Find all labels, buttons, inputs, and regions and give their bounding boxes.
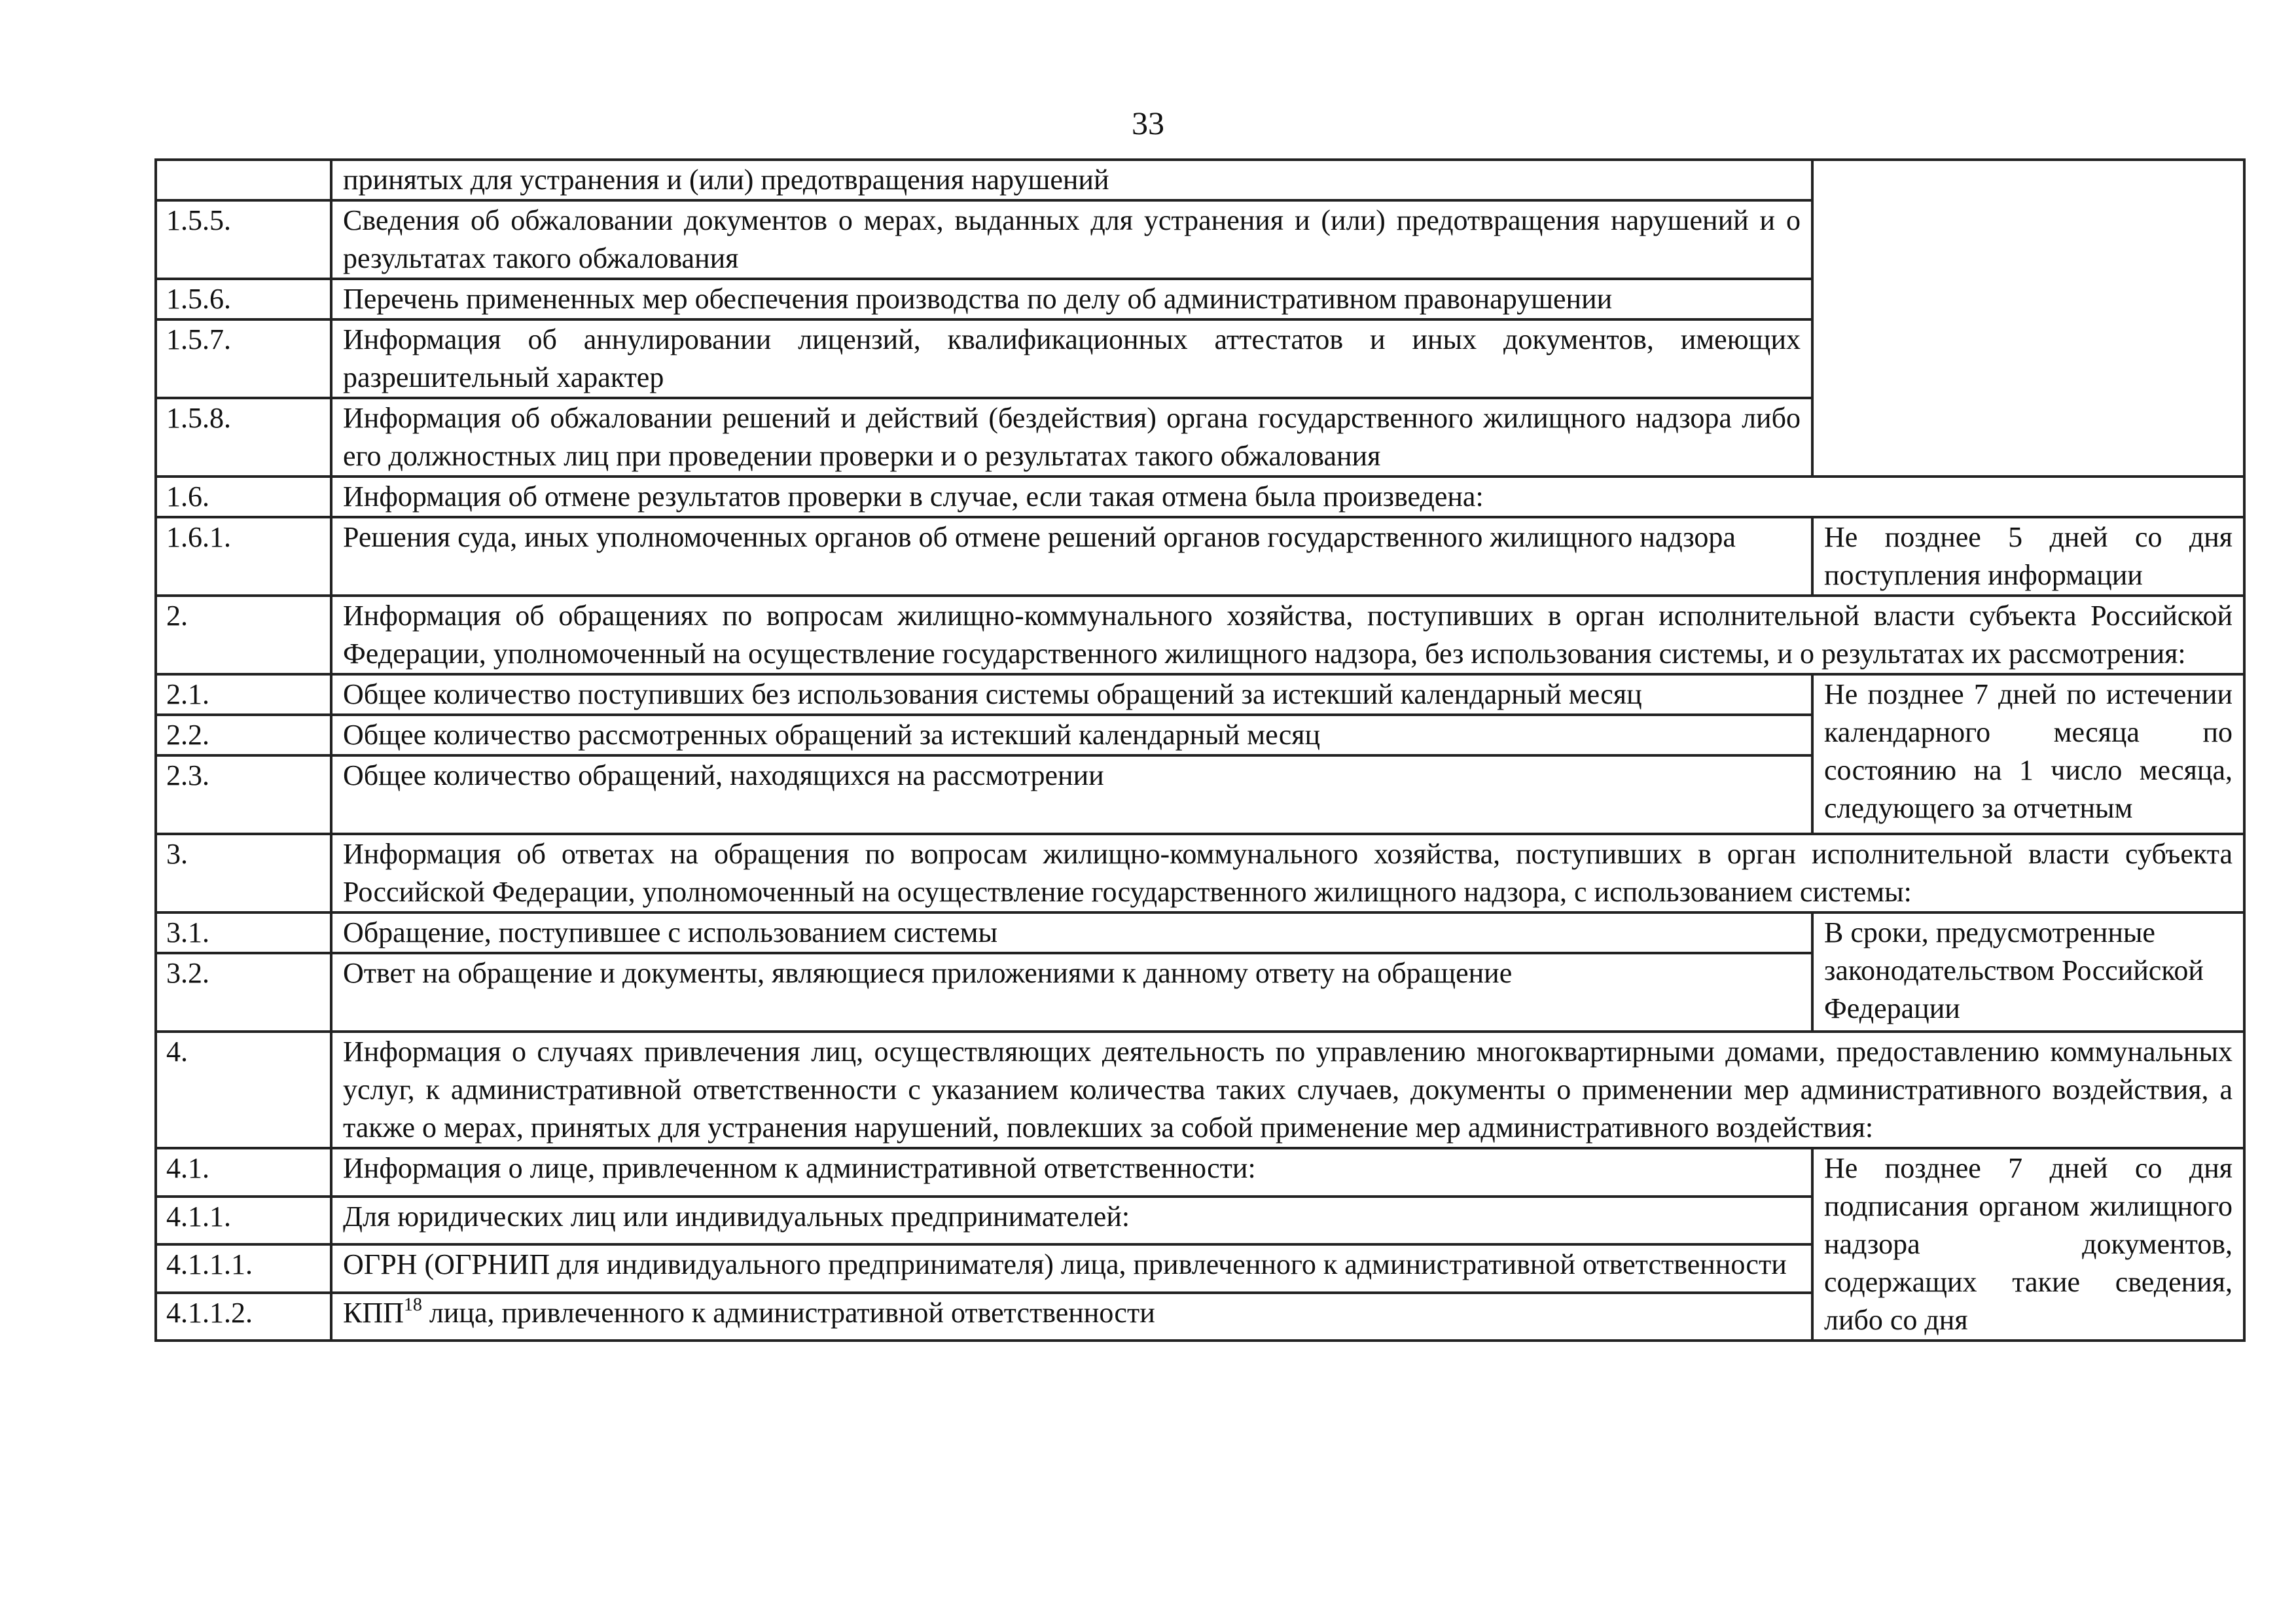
item-number: 3.2. bbox=[156, 953, 331, 1032]
item-description: Сведения об обжаловании документов о мерах, выданных для устранения и (или) предотвращения нарушений и о результатах такого обжалования bbox=[331, 200, 1812, 279]
item-description: принятых для устранения и (или) предотвращения нарушений bbox=[331, 160, 1812, 200]
item-description: Для юридических лиц или индивидуальных предпринимателей: bbox=[331, 1197, 1812, 1245]
item-number: 1.5.8. bbox=[156, 398, 331, 477]
item-description: Общее количество обращений, находящихся на рассмотрении bbox=[331, 755, 1812, 834]
item-number: 4.1.1.1. bbox=[156, 1244, 331, 1293]
kpp-label: КПП bbox=[343, 1296, 404, 1329]
item-number: 1.6.1. bbox=[156, 517, 331, 596]
item-number: 1.6. bbox=[156, 477, 331, 517]
item-number: 4.1.1. bbox=[156, 1197, 331, 1245]
item-number: 1.5.5. bbox=[156, 200, 331, 279]
table-row bbox=[156, 834, 2244, 912]
item-description: Перечень примененных мер обеспечения производства по делу об административном правонарушении bbox=[331, 279, 1812, 319]
table-row bbox=[156, 674, 2244, 715]
deadline-cell: Не позднее 5 дней со дня поступления информации bbox=[1812, 517, 2244, 596]
table-row bbox=[156, 912, 2244, 953]
section-heading: Информация об отмене результатов проверки в случае, если такая отмена была произведена: bbox=[331, 477, 2244, 517]
item-number: 2. bbox=[156, 596, 331, 674]
item-number: 2.3. bbox=[156, 755, 331, 834]
item-number: 4. bbox=[156, 1032, 331, 1148]
deadline-cell: Не позднее 7 дней по истечении календарного месяца по состоянию на 1 число месяца, следующего за отчетным bbox=[1812, 674, 2244, 834]
section-heading: Информация об ответах на обращения по вопросам жилищно-коммунального хозяйства, поступивших в орган исполнительной власти субъекта Российской Федерации, уполномоченный на осуществление государственного жилищного надзора, с использованием системы: bbox=[331, 834, 2244, 912]
item-number: 2.1. bbox=[156, 674, 331, 715]
table-row bbox=[156, 1032, 2244, 1148]
term-cell-empty bbox=[1812, 160, 2244, 477]
table-row bbox=[156, 1148, 2244, 1197]
item-number: 4.1. bbox=[156, 1148, 331, 1197]
item-number: 1.5.6. bbox=[156, 279, 331, 319]
table-row bbox=[156, 477, 2244, 517]
section-heading: Информация об обращениях по вопросам жилищно-коммунального хозяйства, поступивших в орган исполнительной власти субъекта Российской Федерации, уполномоченный на осуществление государственного жилищного надзора, без использования системы, и о результатах их рассмотрения: bbox=[331, 596, 2244, 674]
table-row bbox=[156, 517, 2244, 596]
item-description: Ответ на обращение и документы, являющиеся приложениями к данному ответу на обращение bbox=[331, 953, 1812, 1032]
item-number: 3.1. bbox=[156, 912, 331, 953]
item-number: 4.1.1.2. bbox=[156, 1293, 331, 1341]
item-description: Информация об обжаловании решений и действий (бездействия) органа государственного жилищного надзора либо его должностных лиц при проведении проверки и о результатах такого обжалования bbox=[331, 398, 1812, 477]
item-number: 1.5.7. bbox=[156, 319, 331, 398]
deadline-cell: В сроки, предусмотренные законодательством Российской Федерации bbox=[1812, 912, 2244, 1032]
item-number: 3. bbox=[156, 834, 331, 912]
item-description: Общее количество поступивших без использования системы обращений за истекший календарный месяц bbox=[331, 674, 1812, 715]
item-description bbox=[331, 1293, 1812, 1341]
item-description: Решения суда, иных уполномоченных органов об отмене решений органов государственного жилищного надзора bbox=[331, 517, 1812, 596]
table-row bbox=[156, 596, 2244, 674]
footnote-marker: 18 bbox=[403, 1294, 422, 1315]
requirements-table bbox=[154, 158, 2246, 1342]
item-description: Информация об аннулировании лицензий, квалификационных аттестатов и иных документов, имеющих разрешительный характер bbox=[331, 319, 1812, 398]
item-description: Общее количество рассмотренных обращений за истекший календарный месяц bbox=[331, 715, 1812, 755]
item-description: ОГРН (ОГРНИП для индивидуального предпринимателя) лица, привлеченного к административной ответственности bbox=[331, 1244, 1812, 1293]
table-row bbox=[156, 160, 2244, 200]
deadline-cell: Не позднее 7 дней со дня подписания органом жилищного надзора документов, содержащих такие сведения, либо со дня bbox=[1812, 1148, 2244, 1341]
item-description: Информация о лице, привлеченном к административной ответственности: bbox=[331, 1148, 1812, 1197]
page-number: 33 bbox=[1132, 105, 1164, 141]
item-description: Обращение, поступившее с использованием системы bbox=[331, 912, 1812, 953]
section-heading: Информация о случаях привлечения лиц, осуществляющих деятельность по управлению многоквартирными домами, предоставлению коммунальных услуг, к административной ответственности с указанием количества таких случаев, документы о применении мер административного воздействия, а также о мерах, принятых для устранения нарушений, повлекших за собой применение мер административного воздействия: bbox=[331, 1032, 2244, 1148]
item-number: 2.2. bbox=[156, 715, 331, 755]
kpp-description: лица, привлеченного к административной ответственности bbox=[422, 1296, 1155, 1329]
item-number bbox=[156, 160, 331, 200]
